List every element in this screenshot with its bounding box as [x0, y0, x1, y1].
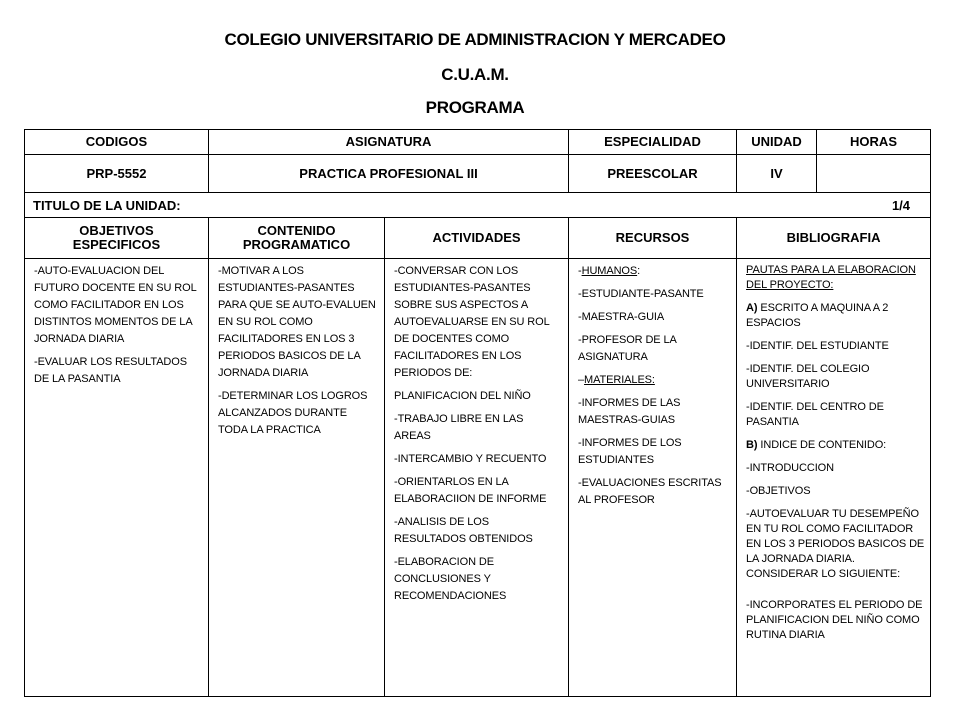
info-value-row	[25, 155, 931, 193]
objetivos-header: OBJETIVOS ESPECIFICOS	[25, 218, 209, 259]
especialidad-header: ESPECIALIDAD	[569, 130, 737, 155]
recursos-materiales-heading: –MATERIALES:	[578, 374, 655, 386]
recurso-item: -PROFESOR DE LA ASIGNATURA	[578, 334, 677, 363]
bibliografia-item: -IDENTIF. DEL CENTRO DE PASANTIA	[746, 401, 884, 428]
bibliografia-item: -AUTOEVALUAR TU DESEMPEÑO EN TU ROL COMO FACILITADOR EN LOS 3 PERIODOS BASICOS DE LA JORNADA DIARIA. CONSIDERAR LO SIGUIENTE:	[746, 508, 925, 580]
codigos-header: CODIGOS	[25, 130, 209, 155]
column-header-row	[25, 218, 931, 259]
contenido-item: -DETERMINAR LOS LOGROS ALCANZADOS DURANTE TODA LA PRACTICA	[218, 390, 368, 436]
recurso-item: -ESTUDIANTE-PASANTE	[578, 288, 704, 300]
school-name: COLEGIO UNIVERSITARIO DE ADMINISTRACION Y MERCADEO	[224, 30, 726, 49]
asignatura-value: PRACTICA PROFESIONAL III	[209, 155, 569, 193]
objetivo-item: -AUTO-EVALUACION DEL FUTURO DOCENTE EN SU ROL COMO FACILITADOR EN LOS DISTINTOS MOMENTOS DE LA JORNADA DIARIA	[34, 265, 197, 345]
objetivo-item: -EVALUAR LOS RESULTADOS DE LA PASANTIA	[34, 356, 187, 385]
objetivos-cell	[25, 259, 209, 697]
bibliografia-section-b: B) INDICE DE CONTENIDO:	[746, 439, 887, 451]
program-table	[24, 129, 931, 697]
page-number: 1/4	[891, 197, 911, 213]
bibliografia-section-a: A) ESCRITO A MAQUINA A 2 ESPACIOS	[746, 302, 889, 329]
bibliografia-cell	[737, 259, 931, 697]
bibliografia-item: -OBJETIVOS	[746, 485, 811, 497]
school-acronym: C.U.A.M.	[441, 65, 509, 84]
recurso-item: -MAESTRA-GUIA	[578, 311, 665, 323]
document-title: PROGRAMA	[425, 98, 525, 117]
asignatura-header: ASIGNATURA	[209, 130, 569, 155]
bibliografia-item: -INTRODUCCION	[746, 462, 834, 474]
horas-value	[817, 155, 931, 193]
horas-header: HORAS	[817, 130, 931, 155]
unit-title-row	[25, 193, 931, 218]
recursos-cell	[569, 259, 737, 697]
bibliografia-item: -INCORPORATES EL PERIODO DE PLANIFICACION DEL NIÑO COMO RUTINA DIARIA	[746, 599, 923, 641]
bibliografia-item: -IDENTIF. DEL ESTUDIANTE	[746, 340, 889, 352]
actividad-item: -TRABAJO LIBRE EN LAS AREAS	[394, 413, 524, 442]
bibliografia-item: -IDENTIF. DEL COLEGIO UNIVERSITARIO	[746, 363, 870, 390]
bibliografia-header: BIBLIOGRAFIA	[737, 218, 931, 259]
contenido-item: -MOTIVAR A LOS ESTUDIANTES-PASANTES PARA QUE SE AUTO-EVALUEN EN SU ROL COMO FACILITADORES EN LOS 3 PERIODOS BASICOS DE LA JORNADA DIARIA	[218, 265, 376, 379]
actividad-item: -CONVERSAR CON LOS ESTUDIANTES-PASANTES SOBRE SUS ASPECTOS A AUTOEVALUARSE EN SU ROL DE DOCENTES COMO FACILITADORES EN LOS PERIODOS DE:	[394, 265, 550, 379]
content-row	[25, 259, 931, 697]
unit-title-label: TITULO DE LA UNIDAD:	[33, 197, 181, 213]
unidad-header: UNIDAD	[737, 130, 817, 155]
actividad-item: PLANIFICACION DEL NIÑO	[394, 390, 531, 402]
recurso-item: -INFORMES DE LAS MAESTRAS-GUIAS	[578, 397, 681, 426]
codigo-value: PRP-5552	[25, 155, 209, 193]
contenido-cell	[209, 259, 385, 697]
actividades-header: ACTIVIDADES	[385, 218, 569, 259]
contenido-header: CONTENIDO PROGRAMATICO	[209, 218, 385, 259]
info-header-row	[25, 130, 931, 155]
actividad-item: -ORIENTARLOS EN LA ELABORACIION DE INFORME	[394, 476, 547, 505]
bibliografia-heading: PAUTAS PARA LA ELABORACION DEL PROYECTO:	[746, 264, 916, 291]
actividad-item: -ELABORACION DE CONCLUSIONES Y RECOMENDACIONES	[394, 556, 507, 602]
recurso-item: -INFORMES DE LOS ESTUDIANTES	[578, 437, 682, 466]
recurso-item: -EVALUACIONES ESCRITAS AL PROFESOR	[578, 477, 722, 506]
actividades-cell	[385, 259, 569, 697]
actividad-item: -ANALISIS DE LOS RESULTADOS OBTENIDOS	[394, 516, 533, 545]
unidad-value: IV	[737, 155, 817, 193]
actividad-item: -INTERCAMBIO Y RECUENTO	[394, 453, 547, 465]
especialidad-value: PREESCOLAR	[569, 155, 737, 193]
recursos-humanos-heading: -HUMANOS:	[578, 265, 641, 277]
recursos-header: RECURSOS	[569, 218, 737, 259]
unit-title	[25, 193, 931, 218]
